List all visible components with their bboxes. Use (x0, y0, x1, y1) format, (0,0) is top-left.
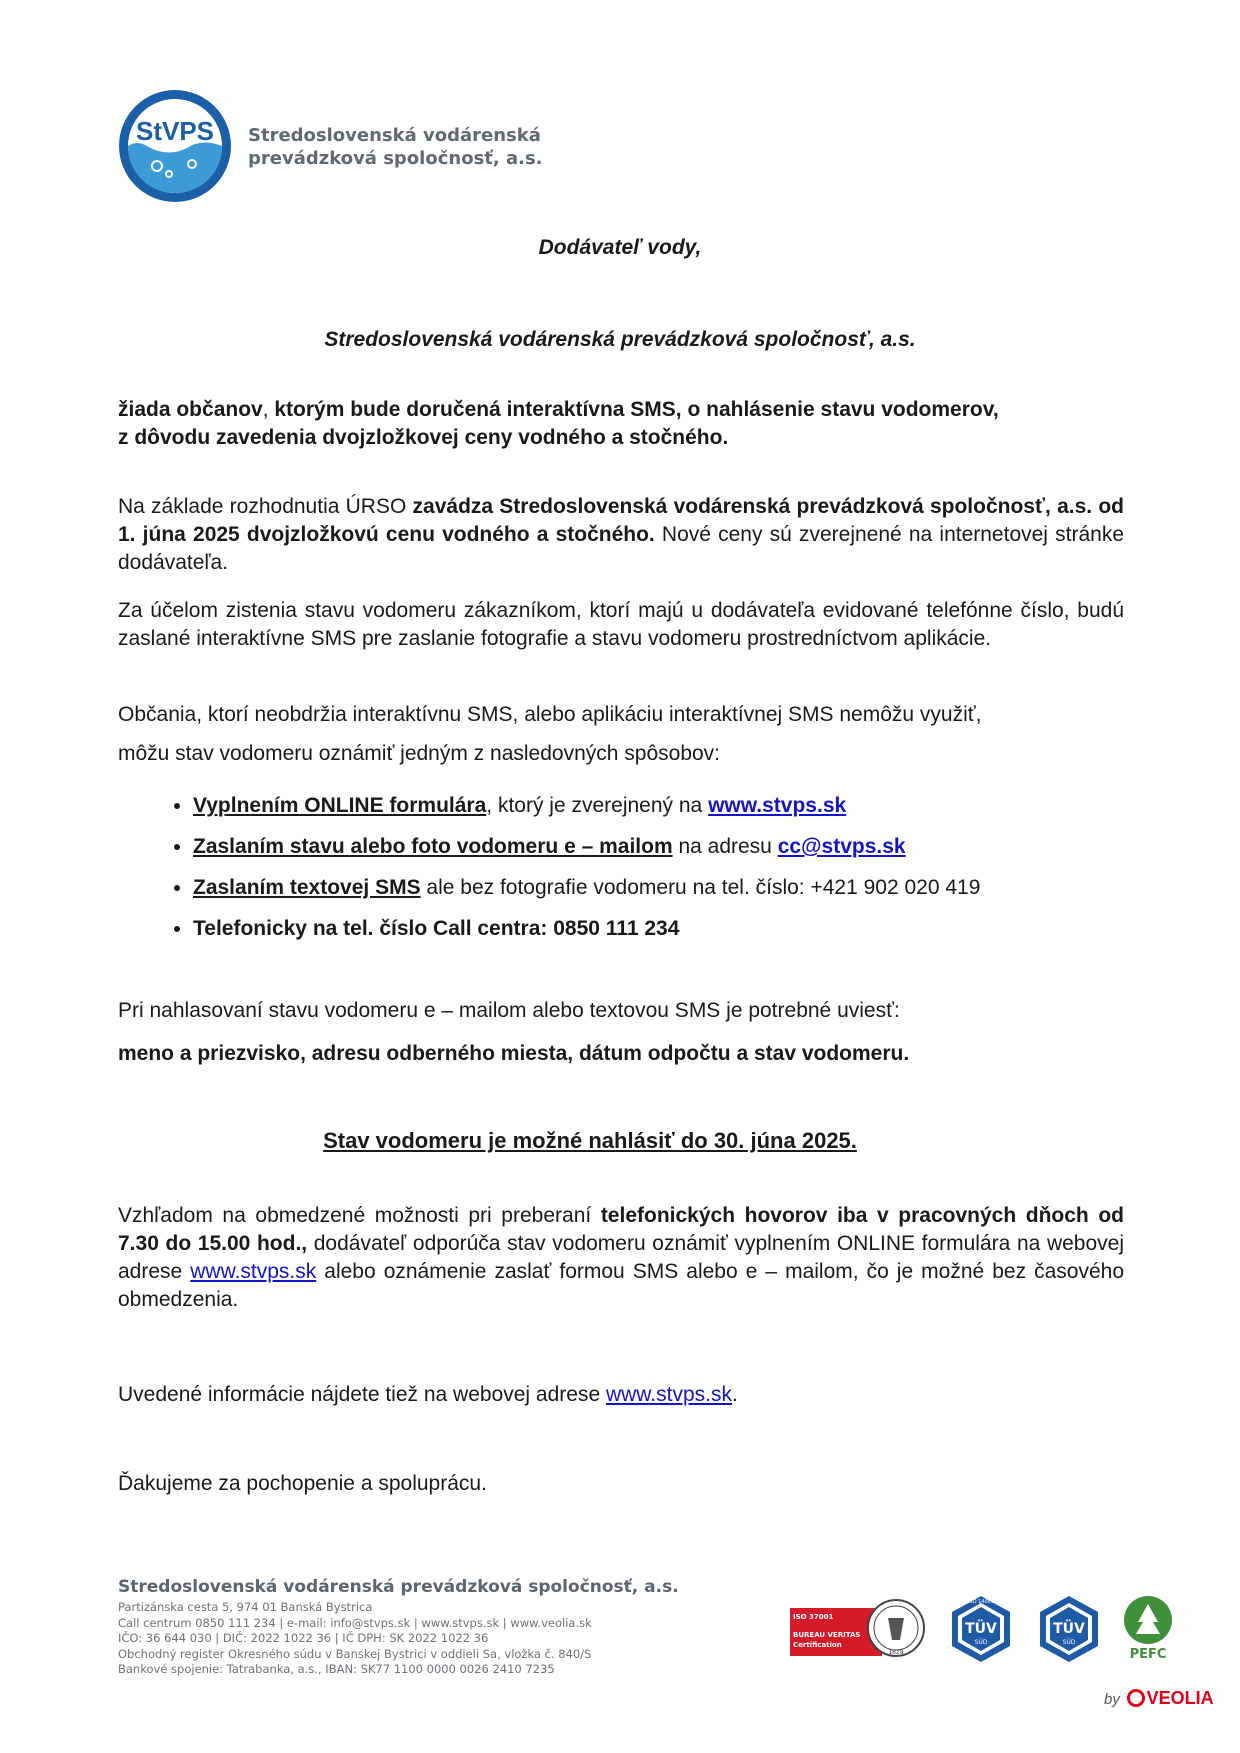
intro-part-2: , (262, 398, 275, 421)
tuv-sud-badge-1-icon (948, 1594, 1014, 1664)
deadline-notice: Stav vodomeru je možné nahlásiť do 30. júna 2025. (323, 1128, 857, 1153)
method-3-text: ale bez fotografie vodomeru na tel. číslo: +421 902 020 419 (420, 876, 981, 899)
bureau-veritas-badge (790, 1596, 930, 1660)
intro-part-3: ktorým bude doručená interaktívna SMS, o nahlásenie stavu vodomerov, (274, 398, 999, 421)
recommendation-text-b: telefonických hovorov iba v pracovných dňoch od 7.30 do 15.00 hod., (118, 1204, 1125, 1255)
paragraph-thanks: Ďakujeme za pochopenie a spoluprácu. (118, 1472, 487, 1495)
stvps-logo-icon (117, 88, 237, 208)
pricing-text-c: Nové ceny sú zverejnené na internetovej stránke dodávateľa. (118, 523, 1124, 574)
bv-year: 1828 (888, 1649, 904, 1656)
link-website-3[interactable]: www.stvps.sk (605, 1383, 732, 1406)
by-text: by (1104, 1691, 1120, 1708)
intro-paragraph (118, 396, 1124, 452)
tuv2-sub: SÜD (1062, 1639, 1076, 1646)
method-2-text: na adresu (672, 835, 778, 858)
footer-contacts: Call centrum 0850 111 234 | e-mail: info@stvps.sk | www.stvps.sk | www.veolia.sk (118, 1615, 592, 1630)
link-email[interactable]: cc@stvps.sk (777, 835, 906, 858)
recommendation-text-a: Vzhľadom na obmedzené možnosti pri preberaní (118, 1204, 601, 1227)
method-online-form[interactable]: Vyplnením ONLINE formulára (193, 794, 487, 817)
paragraph-recommendation (118, 1202, 1124, 1314)
logo-wordmark (248, 124, 543, 170)
bv-iso: ISO 37001 (793, 1613, 834, 1621)
logo-line-2: prevádzková spoločnosť, a.s. (248, 148, 543, 169)
intro-part-1: žiada občanov (118, 398, 263, 421)
tuv2-text: TÜV (1053, 1621, 1085, 1637)
pricing-text-a: Na základe rozhodnutia ÚRSO (118, 495, 413, 518)
footer-address: Partizánska cesta 5, 974 01 Banská Bystrica (118, 1600, 373, 1614)
recommendation-text-c: dodávateľ odporúča stav vodomeru oznámiť vyplnením ONLINE formulára na webovej adrese (118, 1232, 1124, 1283)
methods-list (140, 792, 1143, 956)
list-item (193, 874, 1143, 915)
paragraph-sms: Za účelom zistenia stavu vodomeru zákazníkom, ktorí majú u dodávateľa evidované telefónne číslo, budú zaslané interaktívne SMS pre zaslanie fotografie a stavu vodomeru prostredníctvom aplikácie. (118, 599, 1124, 650)
list-item (193, 792, 1143, 833)
bv-cert: Certification (793, 1641, 842, 1649)
footer-tax-ids: IČO: 36 644 030 | DIČ: 2022 1022 36 | IČ DPH: SK 2022 1022 36 (118, 1631, 489, 1645)
paragraph-more-info (118, 1381, 1124, 1409)
method-sms: Zaslaním textovej SMS (193, 876, 421, 899)
link-website-2[interactable]: www.stvps.sk (190, 1260, 317, 1283)
paragraph-required-info: Pri nahlasovaní stavu vodomeru e – mailom alebo textovou SMS je potrebné uviesť: (118, 999, 900, 1022)
tuv1-sub: SÜD (974, 1639, 988, 1646)
veolia-text: VEOLIA (1146, 1688, 1214, 1708)
link-website[interactable]: www.stvps.sk (708, 794, 847, 817)
veolia-brand (1104, 1688, 1214, 1709)
paragraph-pricing (118, 493, 1124, 577)
veolia-icon (1127, 1689, 1145, 1707)
heading-supplier: Dodávateľ vody, (538, 236, 702, 259)
more-info-dot: . (732, 1383, 738, 1406)
pefc-logo-icon (1120, 1594, 1176, 1664)
footer-register: Obchodný register Okresného súdu v Banskej Bystrici v oddieli Sa, vložka č. 840/S (118, 1646, 592, 1661)
pefc-text: PEFC (1129, 1647, 1167, 1662)
list-item (193, 915, 1143, 956)
paragraph-citizens-2: môžu stav vodomeru oznámiť jedným z nasledovných spôsobov: (118, 742, 721, 765)
heading-company: Stredoslovenská vodárenská prevádzková spoločnosť, a.s. (324, 328, 916, 351)
tuv1-iso: ISO 14001 (967, 1599, 995, 1605)
intro-part-4: z dôvodu zavedenia dvojzložkovej ceny vodného a stočného. (118, 426, 729, 449)
logo-line-1: Stredoslovenská vodárenská (248, 125, 541, 146)
bv-name: BUREAU VERITAS (793, 1631, 861, 1639)
method-phone: Telefonicky na tel. číslo Call centra: 0850 111 234 (193, 917, 680, 940)
bureau-veritas-seal-icon (866, 1596, 926, 1660)
list-item (193, 833, 1143, 874)
recommendation-text-d: alebo oznámenie zaslať formou SMS alebo e – mailom, čo je možné bez časového obmedzenia. (118, 1260, 1124, 1311)
more-info-text: Uvedené informácie nájdete tiež na webovej adrese (118, 1383, 606, 1406)
method-1-text: , ktorý je zverejnený na (486, 794, 709, 817)
logo-abbr: StVPS (135, 116, 215, 146)
method-email: Zaslaním stavu alebo foto vodomeru e – mailom (193, 835, 673, 858)
pricing-text-b: zavádza Stredoslovenská vodárenská prevádzková spoločnosť, a.s. od 1. júna 2025 dvojzložkovú cenu vodného a stočného. (118, 495, 1124, 546)
footer (118, 1577, 679, 1678)
tuv-sud-badge-2-icon (1036, 1594, 1102, 1664)
paragraph-required-fields: meno a priezvisko, adresu odberného miesta, dátum odpočtu a stav vodomeru. (118, 1042, 910, 1065)
tuv1-text: TÜV (965, 1621, 997, 1637)
footer-company-name: Stredoslovenská vodárenská prevádzková spoločnosť, a.s. (118, 1577, 679, 1597)
paragraph-citizens-1: Občania, ktorí neobdržia interaktívnu SMS, alebo aplikáciu interaktívnej SMS nemôžu využiť, (118, 703, 982, 726)
footer-bank: Bankové spojenie: Tatrabanka, a.s., IBAN: SK77 1100 0000 0026 2410 7235 (118, 1662, 555, 1676)
